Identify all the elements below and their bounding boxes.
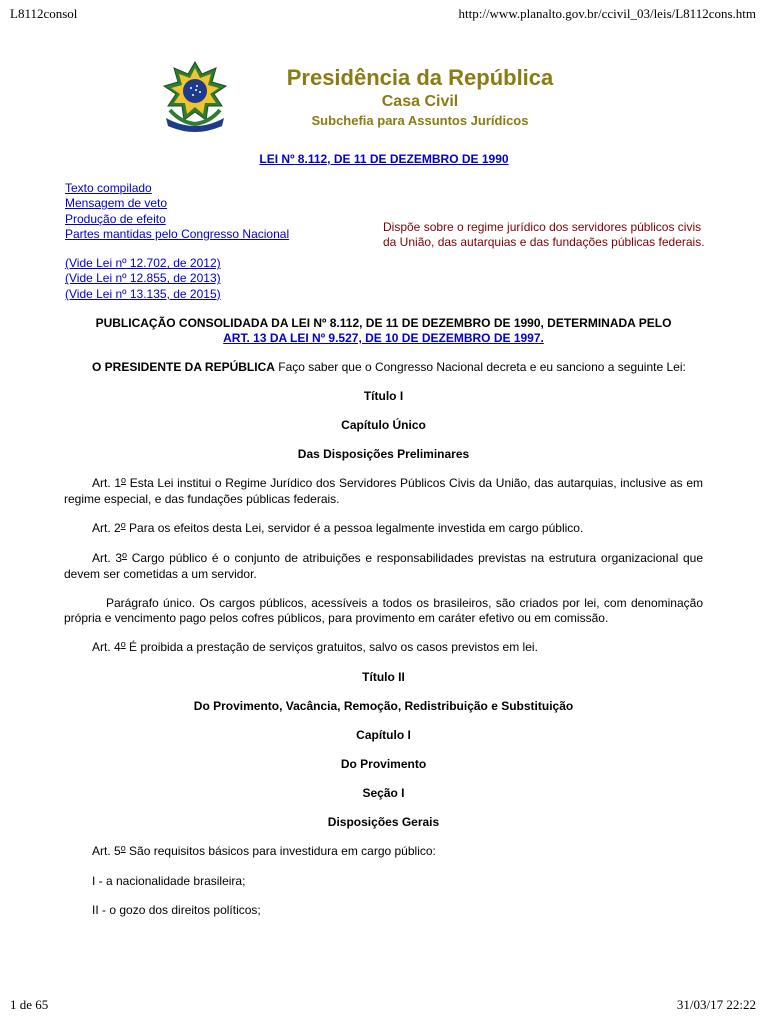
art1-label: Art. 1	[92, 476, 122, 490]
law-title-link[interactable]: LEI Nº 8.112, DE 11 DE DEZEMBRO DE 1990	[259, 152, 509, 166]
coat-of-arms-icon	[160, 60, 230, 136]
art1-text: Esta Lei institui o Regime Jurídico dos Servidores Públicos Civis da União, das autarquias, inclusive as em regime especial, e das fundações públicas federais.	[64, 476, 703, 506]
art4-label: Art. 4	[92, 640, 121, 654]
presidency-title: Presidência da República	[286, 65, 554, 90]
art2-label: Art. 2	[92, 521, 121, 535]
inciso-2: II - o gozo dos direitos políticos;	[92, 903, 261, 917]
link-vide-lei-12702[interactable]: (Vide Lei nº 12.702, de 2012)	[65, 256, 221, 271]
article-3	[64, 551, 703, 582]
law-body	[64, 316, 703, 918]
art3-text: Cargo público é o conjunto de atribuições e responsabilidades previstas na estrutura organizacional que devem ser cometidas a um servidor.	[64, 551, 703, 581]
art2-ordinal: o	[120, 520, 126, 530]
art5-label: Art. 5	[92, 844, 121, 858]
preambulo-bold: O PRESIDENTE DA REPÚBLICA	[92, 360, 275, 374]
preambulo	[64, 360, 703, 375]
publicacao-link[interactable]: ART. 13 DA LEI Nº 9.527, DE 10 DE DEZEMBRO DE 1997.	[223, 331, 544, 345]
art2-text: Para os efeitos desta Lei, servidor é a pessoa legalmente investida em cargo público.	[125, 521, 584, 535]
preambulo-text: Faço saber que o Congresso Nacional decreta e eu sanciono a seguinte Lei:	[274, 360, 686, 374]
link-producao-efeito[interactable]: Produção de efeito	[65, 211, 166, 226]
article-1	[64, 476, 703, 507]
article-5	[64, 844, 703, 860]
ementa: Dispõe sobre o regime jurídico dos servidores públicos civis da União, das autarquias e das fundações públicas federais.	[383, 220, 705, 249]
article-2	[64, 521, 703, 537]
art5-text: São requisitos básicos para investidura em cargo público:	[125, 844, 436, 858]
heading-capitulo-1: Capítulo I	[356, 728, 411, 742]
heading-titulo-1: Título I	[363, 389, 404, 403]
art4-text: É proibida a prestação de serviços gratuitos, salvo os casos previstos em lei.	[125, 640, 538, 654]
heading-titulo-2: Título II	[362, 670, 405, 684]
heading-secao-1: Seção I	[362, 786, 405, 800]
article-4	[64, 640, 703, 656]
art1-ordinal: o	[121, 475, 127, 485]
law-title	[0, 152, 768, 166]
heading-disposicoes-gerais: Disposições Gerais	[327, 815, 440, 829]
art5-ordinal: o	[120, 843, 126, 853]
print-header-url: http://www.planalto.gov.br/ccivil_03/leis/L8112cons.htm	[458, 6, 756, 21]
publicacao-consolidada	[64, 316, 703, 346]
casa-civil-title: Casa Civil	[381, 93, 459, 110]
heading-capitulo-unico: Capítulo Único	[341, 418, 426, 432]
link-texto-compilado[interactable]: Texto compilado	[65, 181, 152, 195]
art4-ordinal: o	[120, 639, 126, 649]
print-footer-date: 31/03/17 22:22	[676, 997, 756, 1012]
heading-provimento-vacancia: Do Provimento, Vacância, Remoção, Redistribuição e Substituição	[193, 699, 574, 713]
art3-ordinal: o	[122, 550, 128, 560]
link-vide-lei-13135[interactable]: (Vide Lei nº 13.135, de 2015)	[65, 286, 221, 301]
link-partes-mantidas[interactable]: Partes mantidas pelo Congresso Nacional	[65, 226, 290, 241]
art3-label: Art. 3	[92, 551, 123, 565]
heading-disposicoes-preliminares: Das Disposições Preliminares	[297, 447, 470, 461]
government-header	[230, 64, 610, 130]
publicacao-text: PUBLICAÇÃO CONSOLIDADA DA LEI Nº 8.112, DE 11 DE DEZEMBRO DE 1990, DETERMINADA PELO	[95, 316, 672, 330]
link-vide-lei-12855[interactable]: (Vide Lei nº 12.855, de 2013)	[65, 271, 221, 286]
related-links	[65, 181, 289, 302]
print-footer-page: 1 de 65	[10, 997, 49, 1012]
subchefia-title: Subchefia para Assuntos Jurídicos	[311, 113, 529, 128]
print-header-title: L8112consol	[10, 6, 78, 21]
inciso-1: I - a nacionalidade brasileira;	[92, 874, 246, 888]
link-mensagem-veto[interactable]: Mensagem de veto	[65, 196, 168, 211]
paragrafo-unico: Parágrafo único. Os cargos públicos, acessíveis a todos os brasileiros, são criados por lei, com denominação própria e vencimento pago pelos cofres públicos, para provimento em caráter efetivo ou em comissão.	[64, 596, 703, 625]
heading-do-provimento: Do Provimento	[340, 757, 427, 771]
